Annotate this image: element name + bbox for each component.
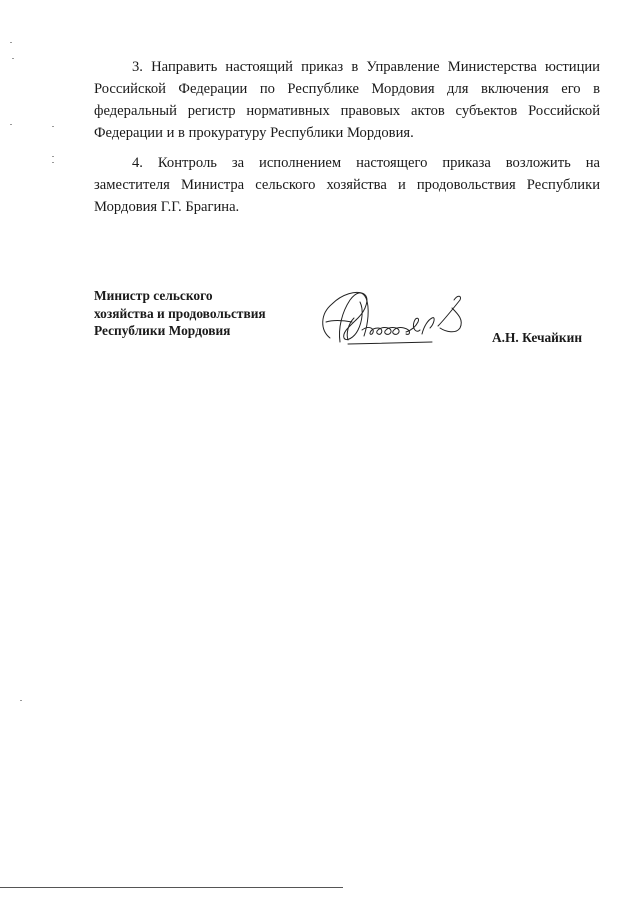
signer-title-line: Республики Мордовия — [94, 323, 231, 338]
paragraph-3 — [94, 56, 600, 144]
signer-title-line: Министр сельского — [94, 288, 213, 303]
scan-speck — [52, 126, 54, 127]
page-bottom-rule — [0, 887, 343, 888]
handwritten-signature — [312, 280, 472, 360]
signer-title-line: хозяйства и продовольствия — [94, 305, 266, 321]
scan-speck — [10, 124, 12, 125]
paragraph-4 — [94, 152, 600, 218]
scan-speck — [20, 700, 22, 701]
signer-title — [94, 287, 314, 340]
scan-speck — [52, 162, 54, 163]
scan-speck — [52, 156, 54, 157]
paragraph-4-text: 4. Контроль за исполнением настоящего приказа возложить на заместителя Министра сельского хозяйства и продовольствия Республики Мордовия Г.Г. Брагина. — [94, 155, 600, 215]
paragraph-3-text: 3. Направить настоящий приказ в Управление Министерства юстиции Российской Федерации по Республике Мордовия для включения его в федеральный регистр нормативных правовых актов субъектов Российской Федерации и в прокуратуру Республики Мордовия. — [94, 59, 600, 141]
scan-speck — [12, 58, 14, 59]
scan-speck — [10, 42, 12, 43]
signer-name: А.Н. Кечайкин — [492, 330, 583, 345]
